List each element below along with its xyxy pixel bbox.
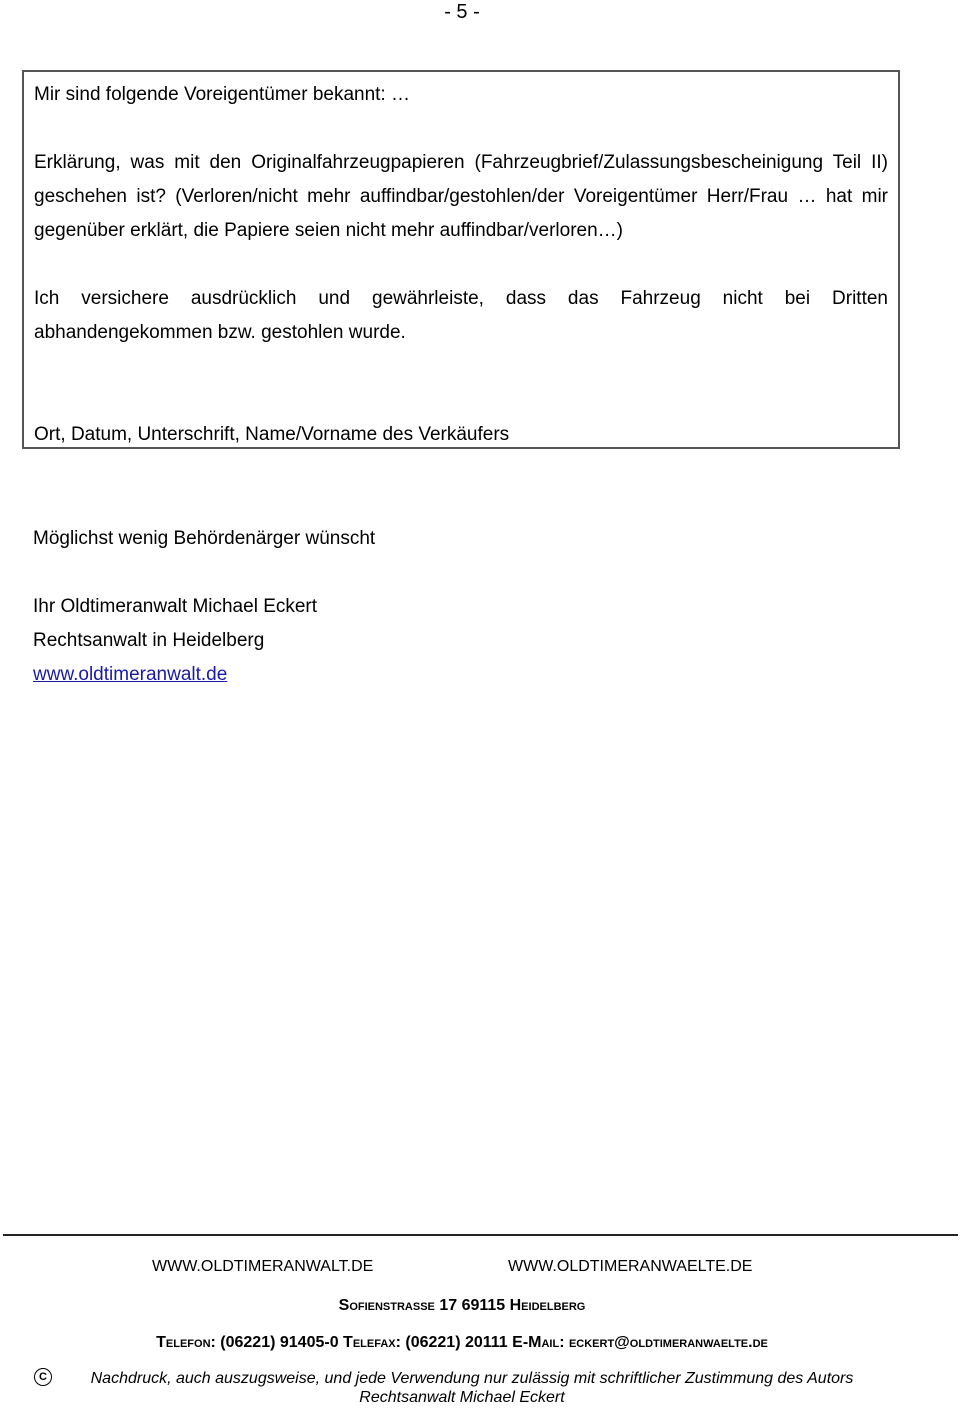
closing-title: Rechtsanwalt in Heidelberg bbox=[33, 630, 265, 651]
signature-line-text: Ort, Datum, Unterschrift, Name/Vorname des Verkäufers bbox=[34, 424, 510, 445]
copyright-icon: C bbox=[34, 1368, 52, 1386]
footer-website-2[interactable]: WWW.OLDTIMERANWAELTE.DE bbox=[508, 1258, 753, 1275]
closing-signoff: Ihr Oldtimeranwalt Michael Eckert bbox=[33, 596, 318, 617]
assurance-text: Ich versichere ausdrücklich und gewährleiste, dass das Fahrzeug nicht bei Dritten abhandengekommen bzw. gestohlen wurde. bbox=[34, 288, 888, 343]
footer-website-1[interactable]: WWW.OLDTIMERANWALT.DE bbox=[152, 1258, 374, 1275]
footer-contact: Telefon: (06221) 91405-0 Telefax: (06221) 20111 E-Mail: eckert@oldtimeranwaelte.de bbox=[156, 1334, 768, 1351]
website-link[interactable]: www.oldtimeranwalt.de bbox=[33, 664, 228, 685]
page-number: - 5 - bbox=[444, 1, 480, 23]
closing-wish: Möglichst wenig Behördenärger wünscht bbox=[33, 528, 376, 549]
footer-address: Sofienstrasse 17 69115 Heidelberg bbox=[338, 1297, 586, 1314]
footer-divider bbox=[3, 1234, 958, 1236]
previous-owners-text: Mir sind folgende Voreigentümer bekannt: … bbox=[34, 84, 410, 105]
copyright-notice-line2: Rechtsanwalt Michael Eckert bbox=[359, 1389, 565, 1406]
copyright-notice-line1: Nachdruck, auch auszugsweise, und jede Verwendung nur zulässig mit schriftlicher Zustimmung des Autors bbox=[90, 1370, 854, 1387]
papers-explanation-text: Erklärung, was mit den Originalfahrzeugpapieren (Fahrzeugbrief/Zulassungsbescheinigung Teil II) geschehen ist? (Verloren/nicht mehr auffindbar/gestohlen/der Voreigentümer Herr/Frau … hat mir gegenüber erklärt, die Papiere seien nicht mehr auffindbar/verloren…) bbox=[34, 152, 888, 241]
declaration-box bbox=[22, 70, 900, 449]
